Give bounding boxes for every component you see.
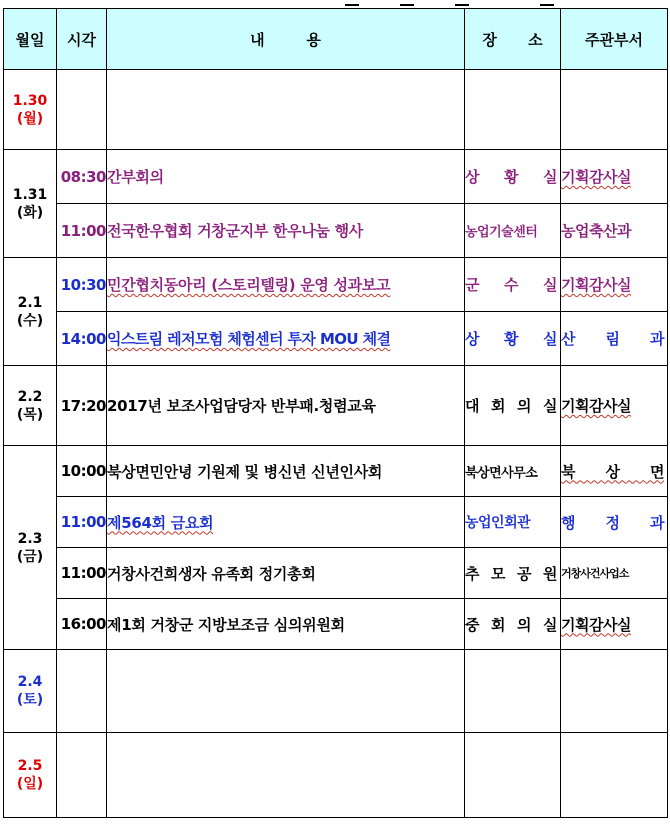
- event-time: 11:00: [57, 497, 107, 548]
- header-place: 장 소: [465, 9, 561, 70]
- event-content: 제564회 금요회: [107, 497, 465, 548]
- table-row: [4, 366, 668, 446]
- day-cell: 2.4 (토): [4, 650, 57, 733]
- table-row: [4, 204, 668, 258]
- table-row: [4, 312, 668, 366]
- header-dept: 주관부서: [561, 9, 668, 70]
- table-row: [4, 150, 668, 204]
- event-place: 추 모 공 원: [465, 548, 561, 599]
- event-dept: 거창사건사업소: [561, 548, 668, 599]
- event-place: 농업인회관: [465, 497, 561, 548]
- event-time: 17:20: [57, 366, 107, 446]
- day-cell: 1.30 (월): [4, 70, 57, 150]
- event-place: 상 황 실: [465, 312, 561, 366]
- event-dept: 기획감사실: [561, 599, 668, 650]
- event-content: 익스트림 레저모험 체험센터 투자 MOU 체결: [107, 312, 465, 366]
- event-time: 10:30: [57, 258, 107, 312]
- table-row: [4, 650, 668, 733]
- table-row: [4, 733, 668, 818]
- day-cell: 2.5 (일): [4, 733, 57, 818]
- event-place: 대 회 의 실: [465, 366, 561, 446]
- event-dept: 행 정 과: [561, 497, 668, 548]
- event-content: 2017년 보조사업담당자 반부패.청렴교육: [107, 366, 465, 446]
- day-cell: 2.1 (수): [4, 258, 57, 366]
- weekly-schedule-table: [3, 8, 668, 818]
- event-place: 농업기술센터: [465, 204, 561, 258]
- event-dept: 기획감사실: [561, 150, 668, 204]
- event-content: 거창사건희생자 유족회 정기총회: [107, 548, 465, 599]
- day-cell: 1.31 (화): [4, 150, 57, 258]
- event-content: 제1회 거창군 지방보조금 심의위원회: [107, 599, 465, 650]
- event-dept: 농업축산과: [561, 204, 668, 258]
- table-row: [4, 70, 668, 150]
- event-content: 전국한우협회 거창군지부 한우나눔 행사: [107, 204, 465, 258]
- event-dept: 북 상 면: [561, 446, 668, 497]
- event-time: 14:00: [57, 312, 107, 366]
- event-dept: 산 림 과: [561, 312, 668, 366]
- event-time: 16:00: [57, 599, 107, 650]
- header-content: 내 용: [107, 9, 465, 70]
- event-content: 북상면민안녕 기원제 및 병신년 신년인사회: [107, 446, 465, 497]
- event-dept: 기획감사실: [561, 258, 668, 312]
- day-cell: 2.2 (목): [4, 366, 57, 446]
- event-time: 08:30: [57, 150, 107, 204]
- event-place: 중 회 의 실: [465, 599, 561, 650]
- table-row: [4, 258, 668, 312]
- event-dept: 기획감사실: [561, 366, 668, 446]
- table-row: [4, 446, 668, 497]
- event-time: 10:00: [57, 446, 107, 497]
- header-time: 시각: [57, 9, 107, 70]
- event-place: 상 황 실: [465, 150, 561, 204]
- header-row: [4, 9, 668, 70]
- day-cell: 2.3 (금): [4, 446, 57, 650]
- event-time: 11:00: [57, 204, 107, 258]
- event-place: 북상면사무소: [465, 446, 561, 497]
- event-content: 간부회의: [107, 150, 465, 204]
- table-row: [4, 599, 668, 650]
- event-content: 민간협치동아리 (스토리텔링) 운영 성과보고: [107, 258, 465, 312]
- event-time: 11:00: [57, 548, 107, 599]
- event-place: 군 수 실: [465, 258, 561, 312]
- header-date: 월일: [4, 9, 57, 70]
- table-row: [4, 497, 668, 548]
- table-row: [4, 548, 668, 599]
- cropped-title-edge: [0, 0, 670, 8]
